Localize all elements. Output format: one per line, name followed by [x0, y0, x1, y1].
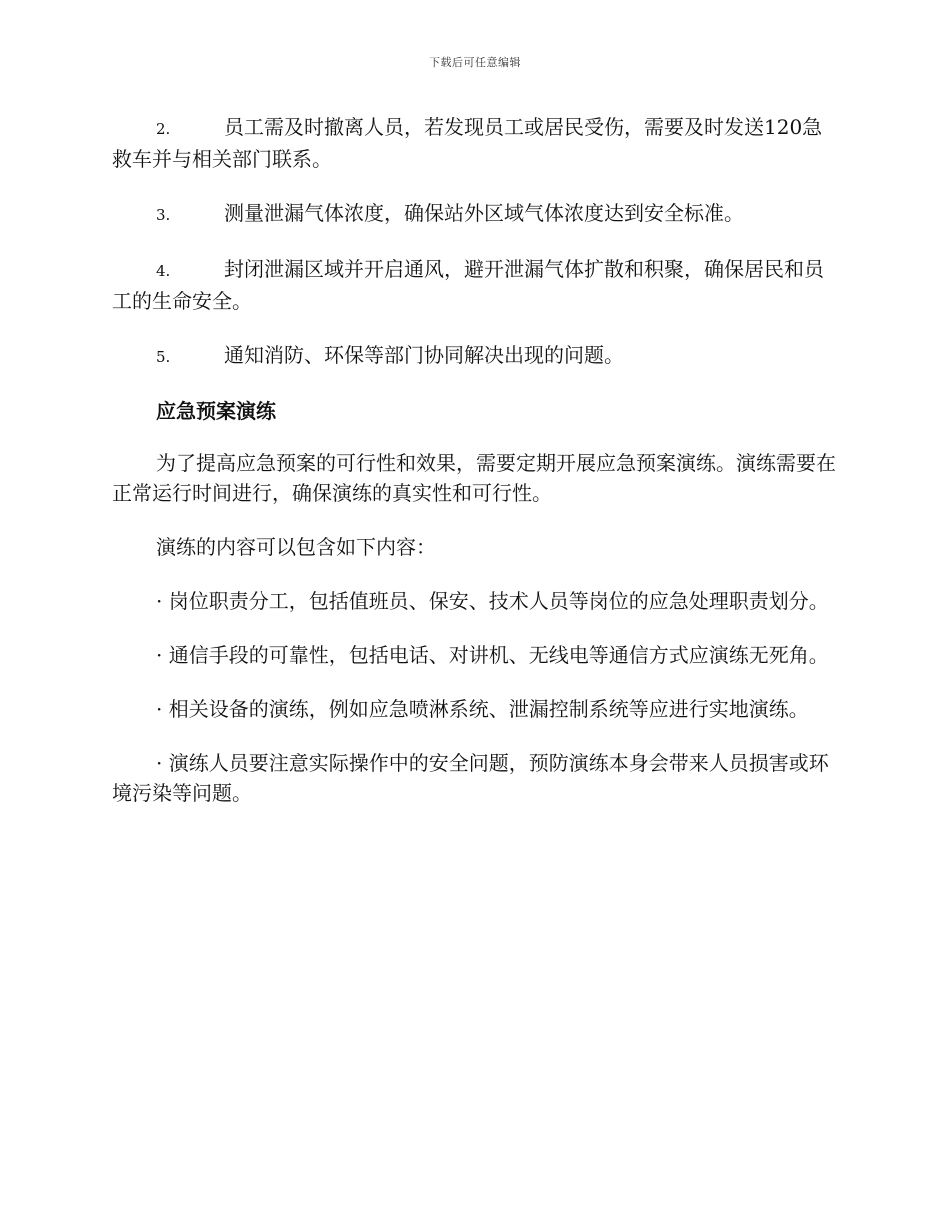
section-heading: 应急预案演练: [156, 399, 276, 423]
step-number: 3.: [156, 206, 171, 224]
step-text: 员工需及时撤离人员，若发现员工或居民受伤，需要及时发送120急救车并与相关部门联系。: [112, 115, 823, 171]
step-item: [112, 112, 837, 174]
bullet-item: · 通信手段的可靠性，包括电话、对讲机、无线电等通信方式应演练无死角。: [156, 643, 829, 667]
step-item: [112, 198, 837, 230]
list-intro-paragraph: 演练的内容可以包含如下内容：: [156, 535, 436, 559]
step-text: 通知消防、环保等部门协同解决出现的问题。: [224, 343, 624, 367]
step-text: 测量泄漏气体浓度，确保站外区域气体浓度达到安全标准。: [224, 201, 744, 225]
bullet-item: · 岗位职责分工，包括值班员、保安、技术人员等岗位的应急处理职责划分。: [156, 589, 829, 613]
section-intro-paragraph: 为了提高应急预案的可行性和效果，需要定期开展应急预案演练。演练需要在正常运行时间进行，确保演练的真实性和可行性。: [112, 451, 836, 505]
step-number: 5.: [156, 348, 171, 366]
page-header: 下载后可任意编辑: [429, 56, 521, 69]
step-text: 封闭泄漏区域并开启通风，避开泄漏气体扩散和积聚，确保居民和员工的生命安全。: [112, 257, 824, 313]
step-item: [112, 340, 837, 372]
step-number: 4.: [156, 262, 171, 280]
step-item: [112, 254, 837, 316]
step-number: 2.: [156, 120, 171, 138]
bullet-item: · 相关设备的演练，例如应急喷淋系统、泄漏控制系统等应进行实地演练。: [156, 697, 809, 721]
document-body: [112, 112, 837, 832]
bullet-item: · 演练人员要注意实际操作中的安全问题，预防演练本身会带来人员损害或环境污染等问题。: [112, 751, 829, 805]
